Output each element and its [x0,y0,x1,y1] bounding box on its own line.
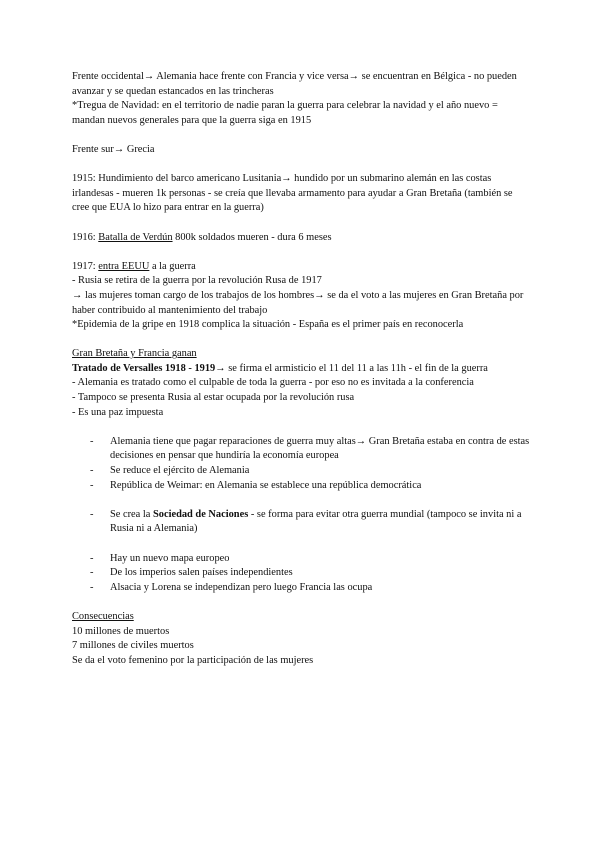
versailles-detail: → se firma el armisticio el 11 del 11 a las 11h - el fin de la guerra [215,362,488,374]
western-front-paragraph: Frente occidental→ Alemania hace frente con Francia y vice versa→ se encuentran en Bélgica - no pueden avanzar y se quedan estancados en las trincheras [72,71,517,97]
league-prefix: Se crea la [110,508,153,520]
winners-heading: Gran Bretaña y Francia ganan [72,348,197,360]
new-map-list [72,552,532,596]
consequence-item: Se da el voto femenino por la participación de las mujeres [72,654,314,666]
list-item: - Se reduce el ejército de Alemania [72,464,532,479]
league-of-nations-list [72,508,532,537]
year-1916: 1916: [72,231,99,243]
list-item: - Alsacia y Lorena se independizan pero luego Francia las ocupa [72,581,532,596]
southern-front-paragraph: Frente sur→ Grecia [72,143,155,155]
versailles-title: Tratado de Versalles 1918 - 1919 [72,362,216,374]
verdun-detail: 800k soldados mueren - dura 6 meses [172,231,332,243]
christmas-truce-paragraph: *Tregua de Navidad: en el territorio de nadie paran la guerra para celebrar la navidad y el año nuevo = mandan nuevos generales para que la guerra siga en 1915 [72,100,498,126]
imposed-peace-line: - Es una paz impuesta [72,406,164,418]
league-name: Sociedad de Naciones [152,508,249,520]
league-detail: - se forma para evitar otra guerra mundial (tampoco se invita ni a Rusia ni a Alemania) [110,508,522,535]
consequence-item: 7 millones de civiles muertos [72,640,194,652]
russia-withdraws-line: - Rusia se retira de la guerra por la revolución Rusa de 1917 [72,275,322,287]
treaty-consequences-list [72,435,532,493]
year-1917: 1917: [72,260,99,272]
consequence-item: 10 millones de muertos [72,625,170,637]
document-body [72,70,532,668]
versailles-paragraph [72,362,532,377]
list-item [72,508,532,537]
verdun-paragraph [72,231,532,246]
list-item: - De los imperios salen países independientes [72,566,532,581]
verdun-battle-link: Batalla de Verdún [98,231,173,243]
russia-absent-line: - Tampoco se presenta Rusia al estar ocupada por la revolución rusa [72,392,355,404]
usa-entry-text: entra EEUU [98,260,150,272]
flu-epidemic-line: *Epidemia de la gripe en 1918 complica la situación - España es el primer país en reconocerla [72,319,464,331]
list-item: - Alemania tiene que pagar reparaciones de guerra muy altas→ Gran Bretaña estaba en contra de estas decisiones en pensar que hundiría la economía europea [72,435,532,464]
women-work-line: → las mujeres toman cargo de los trabajos de los hombres→ se da el voto a las mujeres en Gran Bretaña por haber contribuido al mantenimiento del trabajo [72,289,524,316]
usa-entry-paragraph [72,260,532,275]
usa-entry-rest: a la guerra [149,260,196,272]
germany-blamed-line: - Alemania es tratado como el culpable de toda la guerra - por eso no es invitada a la conferencia [72,377,474,389]
list-item: - Hay un nuevo mapa europeo [72,552,532,567]
consequences-heading: Consecuencias [72,610,134,622]
list-item: - República de Weimar: en Alemania se establece una república democrática [72,479,532,494]
lusitania-paragraph: 1915: Hundimiento del barco americano Lusitania→ hundido por un submarino alemán en las costas irlandesas - mueren 1k personas - se creía que llevaba armamento para ayudar a Gran Bretaña (también se cree que EUA lo hizo para entrar en la guerra) [72,173,513,214]
